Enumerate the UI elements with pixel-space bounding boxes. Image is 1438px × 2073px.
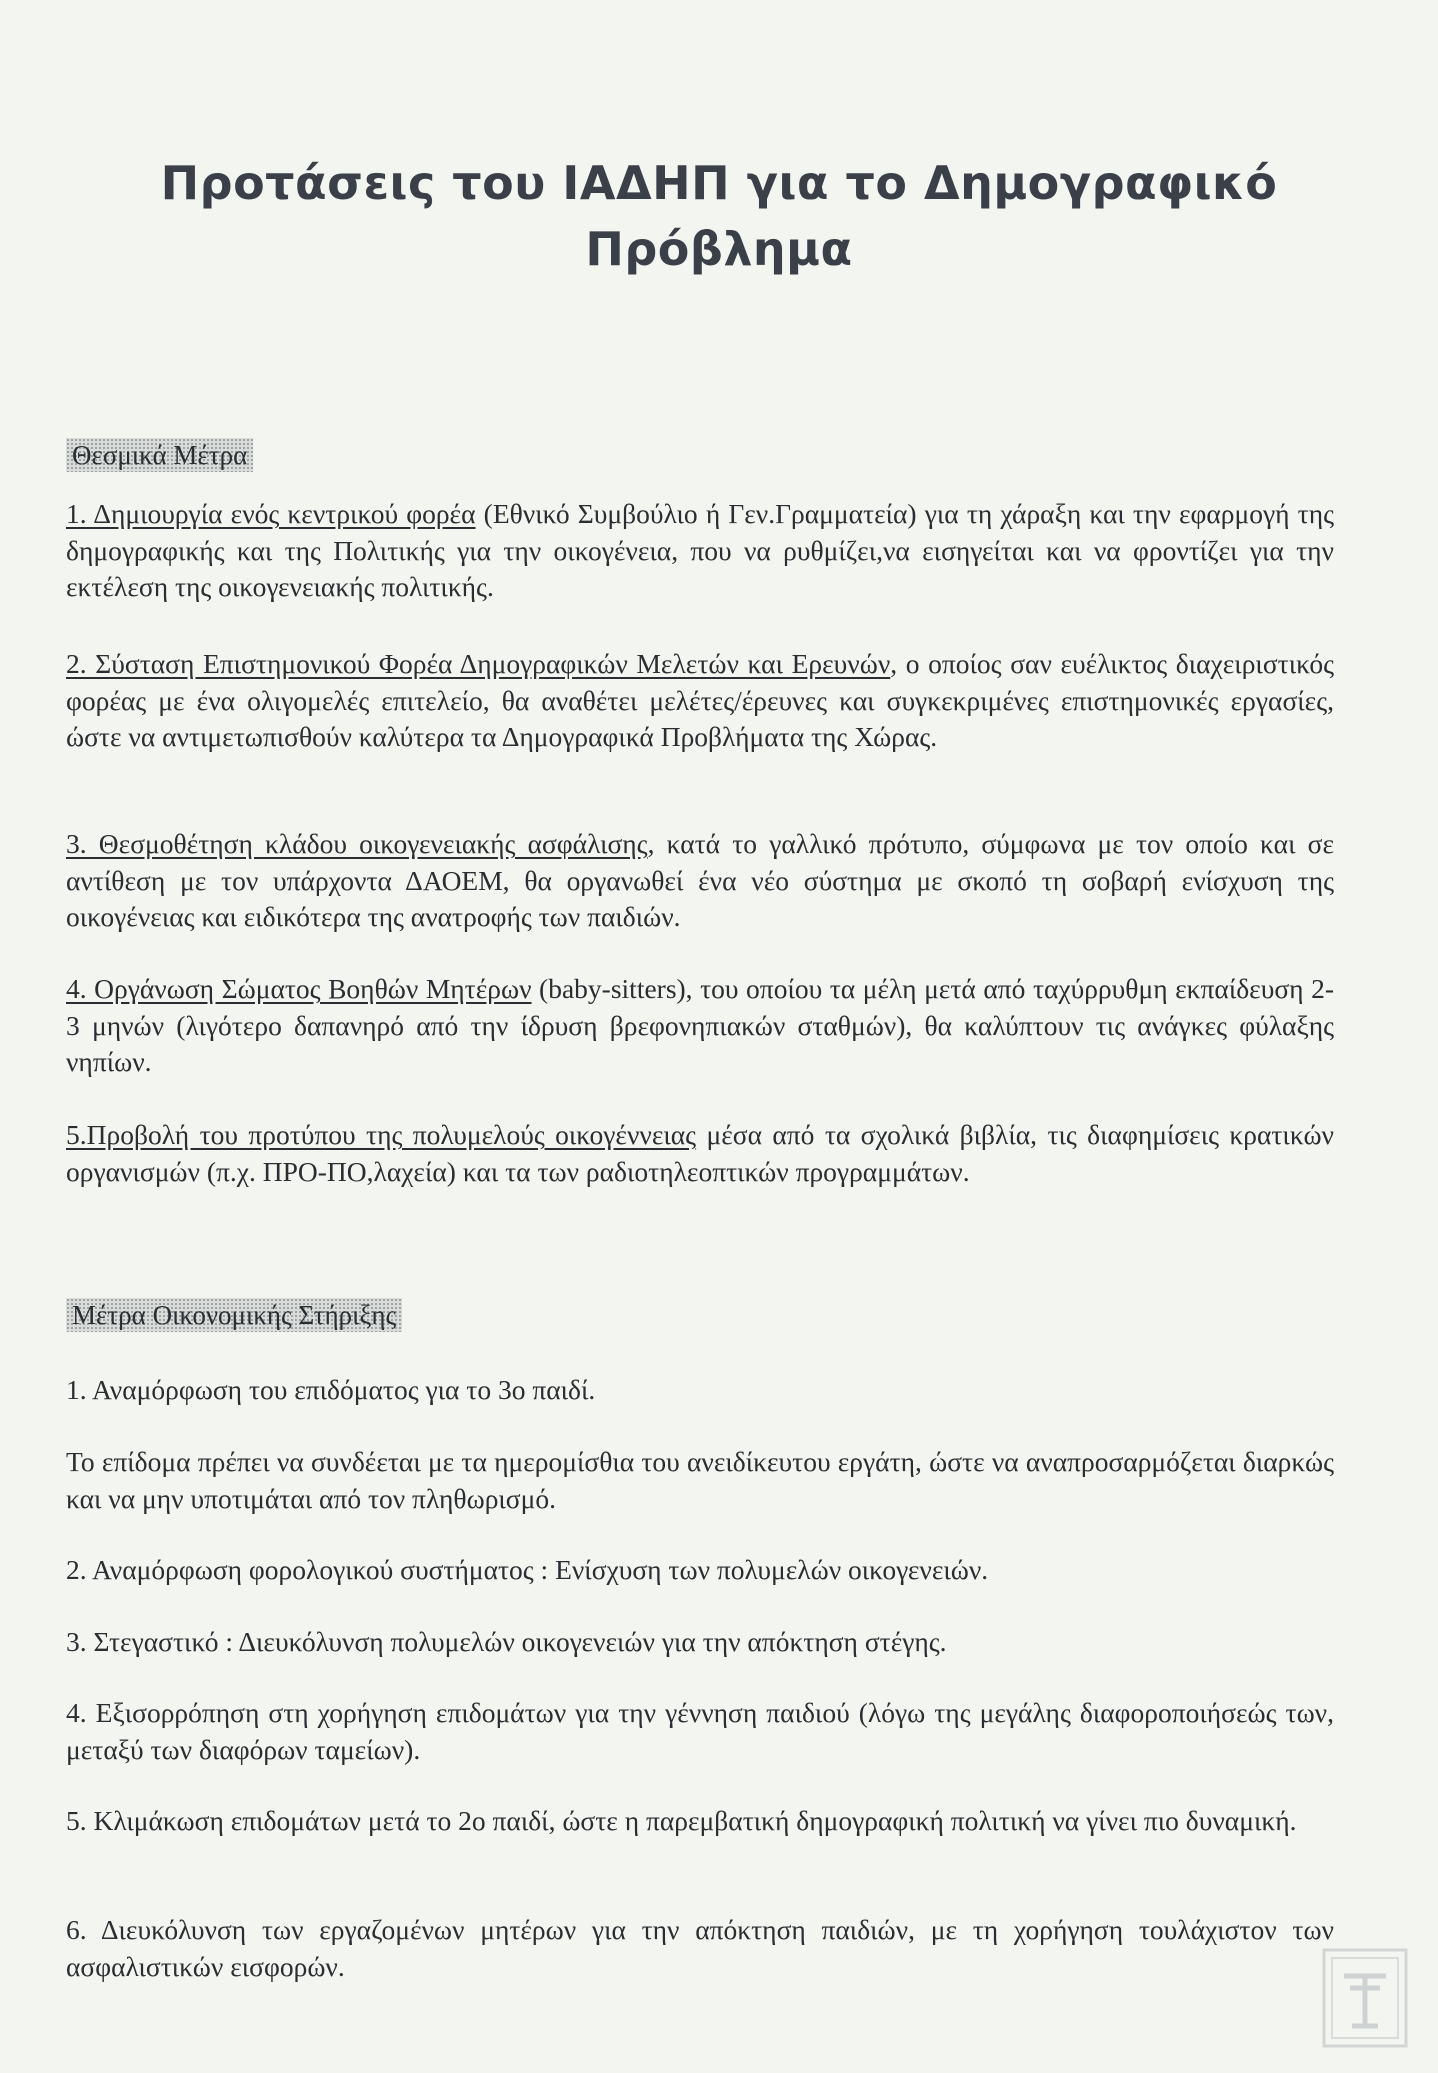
measure-text: (baby-sitters), του οποίου τα μέλη μετά από ταχύρρυθμη εκπαίδευση 2-3 μηνών (λιγότερο δαπανηρό από την ίδρυση βρεφονηπιακών σταθμών), θα καλύπτουν τις ανάγκες φύλαξης νηπίων. <box>66 973 1335 1077</box>
section-heading-economic-support: Μέτρα Οικονομικής Στήριξης <box>66 1298 402 1332</box>
measure-text: , κατά το γαλλικό πρότυπο, σύμφωνα με τον οποίο και σε αντίθεση με τον υπάρχοντα ΔΑΟΕΜ, θα οργανωθεί ένα νέο σύστημα με σκοπό τη σοβαρή ενίσχυση της οικογένειας και ειδικότερα της ανατροφής των παιδιών. <box>66 828 1335 932</box>
section-heading-institutional-measures: Θεσμικά Μέτρα <box>66 438 253 472</box>
measure-title: 3. Θεσμοθέτηση κλάδου οικογενειακής ασφάλισης <box>66 828 648 859</box>
support-paragraph: 3. Στεγαστικό : Διευκόλυνση πολυμελών οικογενειών για την απόκτηση στέγης. <box>66 1626 947 1657</box>
measure-text: , ο οποίος σαν ευέλικτος διαχειριστικός φορέας με ένα ολιγομελές επιτελείο, θα αναθέτει μελέτες/έρευνες και συγκεκριμένες επιστημονικές εργασίες, ώστε να αντιμετωπισθούν καλύτερα τα Δημογραφικά Προβλήματα της Χώρας. <box>66 648 1334 752</box>
measure-title: 4. Οργάνωση Σώματος Βοηθών Μητέρων <box>66 973 532 1004</box>
support-paragraph: 1. Αναμόρφωση του επιδόματος για το 3ο παιδί. <box>66 1374 596 1405</box>
support-paragraph: 6. Διευκόλυνση των εργαζομένων μητέρων για την απόκτηση παιδιών, με τη χορήγηση τουλάχιστον των ασφαλιστικών εισφορών. <box>66 1914 1334 1982</box>
measure-title: 1. Δημιουργία ενός κεντρικού φορέα <box>66 498 476 529</box>
measure-paragraph <box>66 646 1334 756</box>
measure-paragraph <box>66 971 1334 1081</box>
support-paragraph: 5. Κλιμάκωση επιδομάτων μετά το 2ο παιδί, ώστε η παρεμβατική δημογραφική πολιτική να γίνει πιο δυναμική. <box>66 1805 1297 1836</box>
measure-text: (Εθνικό Συμβούλιο ή Γεν.Γραμματεία) για τη χάραξη και την εφαρμογή της δημογραφικής και της Πολιτικής για την οικογένεια, που να ρυθμίζει,να εισηγείται και να φροντίζει για την εκτέλεση της οικογενειακής πολιτικής. <box>66 498 1334 602</box>
page-title: Προτάσεις του ΙΑΔΗΠ για το Δημογραφικό Πρόβλημα <box>160 156 1278 276</box>
support-paragraph: 4. Εξισορρόπηση στη χορήγηση επιδομάτων για την γέννηση παιδιού (λόγω της μεγάλης διαφοροποιήσεώς των, μεταξύ των διαφόρων ταμείων). <box>66 1697 1334 1765</box>
support-paragraph: Το επίδομα πρέπει να συνδέεται με τα ημερομίσθια του ανειδίκευτου εργάτη, ώστε να αναπροσαρμόζεται διαρκώς και να μην υποτιμάται από τον πληθωρισμό. <box>66 1446 1334 1514</box>
measure-title: 5.Προβολή του προτύπου της πολυμελούς οικογέννειας <box>66 1119 697 1150</box>
support-paragraph: 2. Αναμόρφωση φορολογικού συστήματος : Ενίσχυση των πολυμελών οικογενειών. <box>66 1554 989 1585</box>
measure-title: 2. Σύσταση Επιστημονικού Φορέα Δημογραφικών Μελετών και Ερευνών <box>66 648 891 679</box>
measure-text: μέσα από τα σχολικά βιβλία, τις διαφημίσεις κρατικών οργανισμών (π.χ. ΠΡΟ-ΠΟ,λαχεία) και τα των ραδιοτηλεοπτικών προγραμμάτων. <box>66 1119 1334 1187</box>
measure-paragraph <box>66 1117 1334 1190</box>
measure-paragraph <box>66 826 1334 936</box>
library-seal-icon <box>1322 1948 1408 2048</box>
measure-paragraph <box>66 496 1334 606</box>
